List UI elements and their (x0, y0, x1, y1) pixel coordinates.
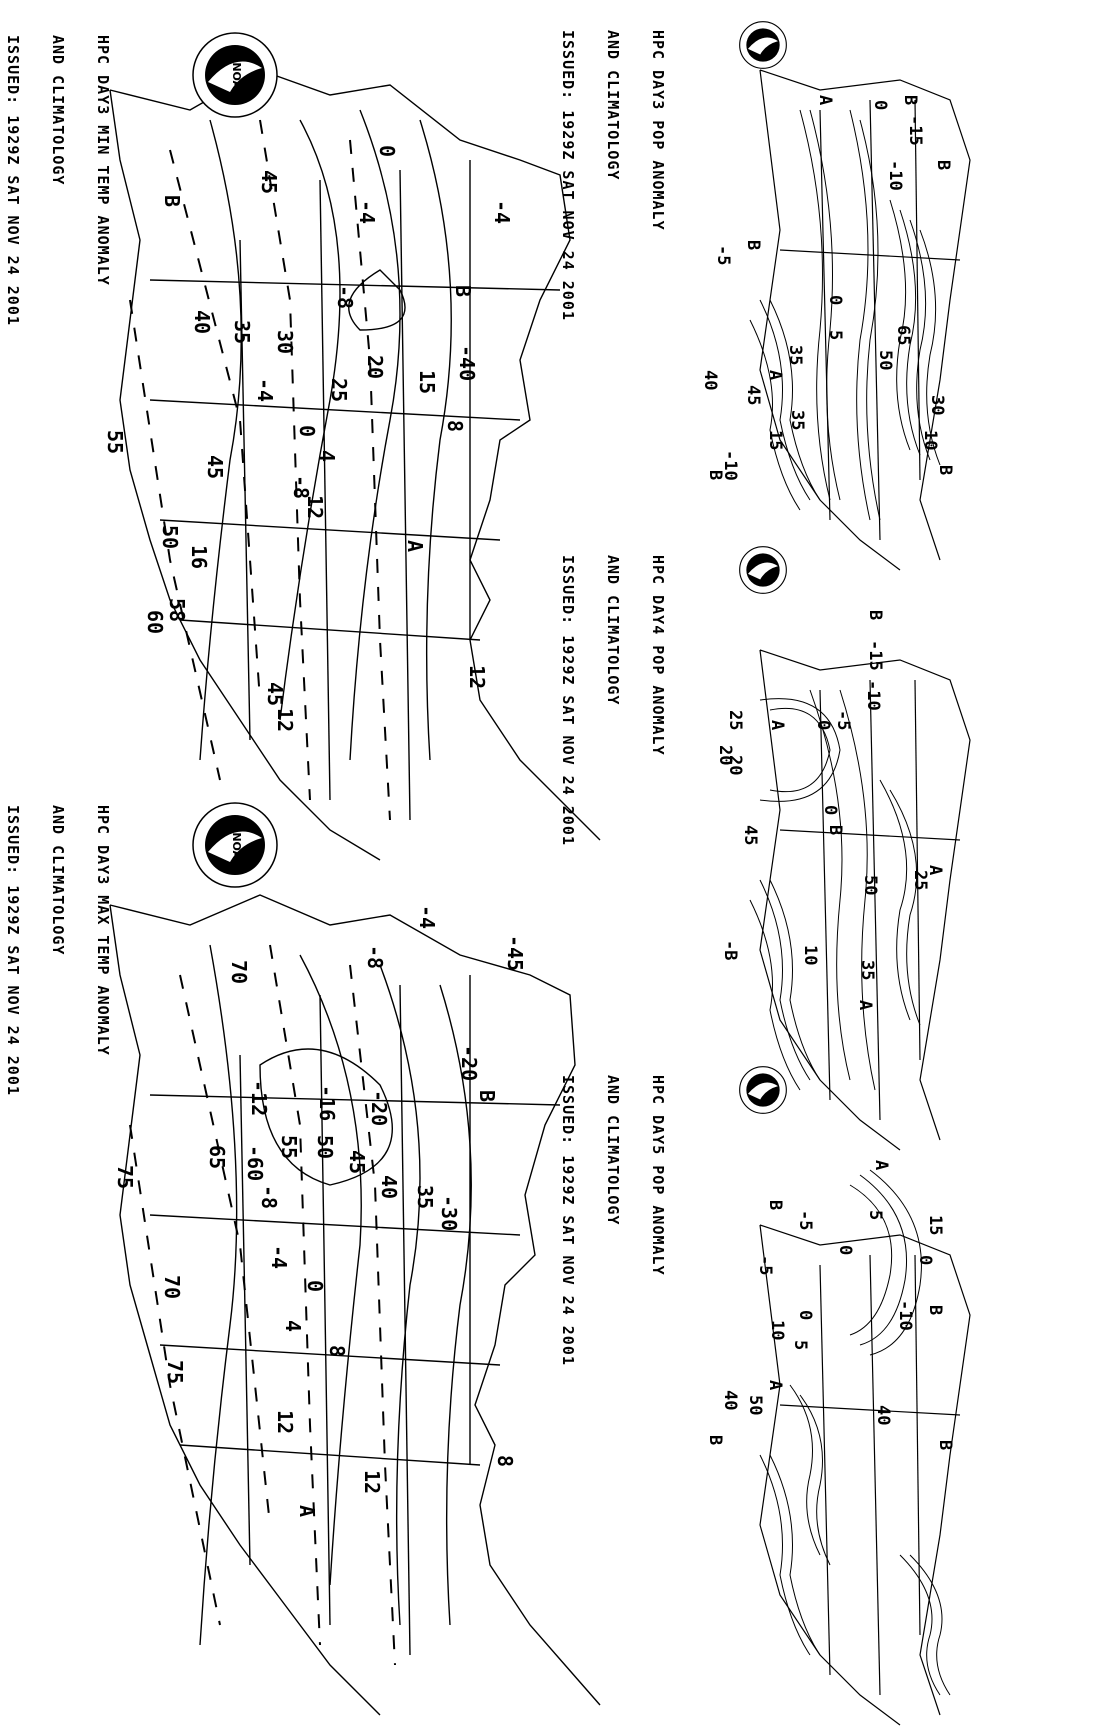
contour-label: 35 (230, 320, 254, 345)
contour-label: -4 (253, 378, 277, 403)
isotherm (200, 120, 241, 760)
contour-label: -8 (333, 285, 357, 310)
contour-label: 12 (360, 1470, 384, 1495)
contour-label: 70 (160, 1275, 184, 1300)
pressure-center-label: B (475, 1090, 499, 1103)
pressure-center-label: B (935, 1440, 955, 1451)
pressure-center-label: A (871, 1160, 891, 1171)
pop-contour (880, 780, 910, 1020)
border (820, 1265, 830, 1675)
contour-label: -5 (795, 1210, 815, 1231)
contour-label: -5 (833, 710, 853, 731)
contour-label: 35 (857, 960, 877, 981)
contour-label: 70 (227, 960, 251, 985)
panel-subtitle: AND CLIMATOLOGY (604, 30, 622, 181)
border (780, 250, 960, 260)
contour-label: 45 (743, 385, 763, 406)
contour-label: 40 (720, 1390, 740, 1411)
noaa-logo-icon (190, 800, 280, 890)
contour-label: -20 (457, 1045, 481, 1082)
contour-label: 0 (820, 805, 840, 816)
pressure-center-label: A (767, 720, 787, 731)
day4-pop-header (530, 555, 695, 846)
contour-label: 0 (303, 1280, 327, 1293)
pressure-center-label: B (743, 240, 763, 251)
contour-label: -5 (755, 1255, 775, 1276)
contour-label: 45 (257, 170, 281, 195)
day3-pop-map (700, 0, 1103, 580)
border (400, 985, 410, 1655)
contour-label: -8 (289, 475, 313, 500)
issued-time: ISSUED: 1929Z SAT NOV 24 2001 (559, 30, 577, 321)
contour-label: 65 (893, 325, 913, 346)
contour-label: -4 (490, 200, 514, 225)
day5-pop-map (700, 1155, 1103, 1728)
contour-label: -4 (267, 1245, 291, 1270)
contour-label: -10 (863, 680, 883, 711)
contour-label: -16 (315, 1085, 339, 1122)
border (870, 680, 880, 1120)
day3-min-header (0, 35, 140, 326)
border (240, 1055, 250, 1565)
contour-label: 20 (715, 745, 735, 766)
border (150, 400, 520, 420)
issued-time: ISSUED: 1929Z SAT NOV 24 2001 (559, 555, 577, 846)
panel-title: HPC DAY3 MIN TEMP ANOMALY (94, 35, 112, 286)
contour-label: 5 (790, 1340, 810, 1351)
noaa-logo-text: NOAA (230, 832, 243, 868)
contour-label: 40 (700, 370, 720, 391)
contour-label: 50 (313, 1135, 337, 1160)
coastline (110, 70, 600, 840)
pressure-center-label: A (765, 370, 785, 381)
pressure-center-label: A (765, 1380, 785, 1391)
contour-label: -10 (895, 1300, 915, 1331)
pop-contour (750, 900, 800, 1090)
issued-time: ISSUED: 1929Z SAT NOV 24 2001 (4, 805, 22, 1096)
contour-label: 0 (375, 145, 399, 158)
noaa-logo-icon (738, 1065, 788, 1115)
contour-label: 8 (493, 1455, 517, 1468)
panel-title: HPC DAY3 MAX TEMP ANOMALY (94, 805, 112, 1056)
contour-label: B (451, 285, 475, 298)
pop-contour (760, 1455, 810, 1655)
contour-label: 12 (273, 1410, 297, 1435)
contour-label: 45 (740, 825, 760, 846)
contour-label: -40 (455, 345, 479, 382)
contour-label: -60 (243, 1145, 267, 1182)
noaa-logo-icon (190, 30, 280, 120)
contour-label: 30 (273, 330, 297, 355)
pressure-center-label: B (705, 470, 725, 481)
contour-label: 0 (795, 1310, 815, 1321)
pop-contour (850, 110, 870, 520)
pop-contour (770, 880, 820, 1080)
pressure-center-label: B (865, 610, 885, 621)
contour-label: 25 (725, 710, 745, 731)
contour-label: 12 (465, 665, 489, 690)
contour-label: 12 (303, 495, 327, 520)
contour-label: 20 (725, 755, 745, 776)
pressure-center-label: B (935, 465, 955, 476)
noaa-logo-icon (738, 20, 788, 70)
contour-label: 50 (860, 875, 880, 896)
border (150, 1215, 520, 1235)
contour-label: 8 (443, 420, 467, 433)
border (160, 520, 500, 540)
contour-label: 40 (873, 1405, 893, 1426)
contour-label: 30 (927, 395, 947, 416)
contour-label: 35 (787, 410, 807, 431)
climo-contour (350, 965, 395, 1665)
border (180, 1445, 480, 1465)
issued-time: ISSUED: 1929Z SAT NOV 24 2001 (4, 35, 22, 326)
contour-label: -4 (415, 905, 439, 930)
contour-label: 45 (263, 682, 287, 707)
contour-label: 8 (325, 1345, 349, 1358)
contour-label: 45 (203, 455, 227, 480)
panel-title: HPC DAY3 POP ANOMALY (649, 30, 667, 231)
day3-pop-header (530, 30, 695, 321)
contour-label: 25 (910, 870, 930, 891)
day5-pop-header (530, 1075, 695, 1366)
pop-contour (890, 790, 920, 1025)
pop-contour (770, 300, 820, 500)
pressure-center-label: B (933, 160, 953, 171)
contour-label: 55 (103, 430, 127, 455)
contour-label: 40 (190, 310, 214, 335)
isotherm (200, 945, 237, 1645)
pressure-center-label: B (705, 1435, 725, 1446)
pop-contour (790, 1385, 820, 1555)
contour-label: 50 (745, 1395, 765, 1416)
noaa-logo-text: NOAA (230, 62, 243, 98)
pressure-center-label: B (925, 1305, 945, 1316)
pressure-center-label: B (765, 1200, 785, 1211)
panel-title: HPC DAY5 POP ANOMALY (649, 1075, 667, 1276)
contour-label: 15 (415, 370, 439, 395)
isotherm (380, 965, 420, 1625)
pressure-center-label: A (403, 540, 427, 553)
contour-label: -15 (905, 115, 925, 146)
border (400, 170, 410, 820)
contour-label: 25 (327, 378, 351, 403)
panel-subtitle: AND CLIMATOLOGY (604, 555, 622, 706)
contour-label: 15 (765, 430, 785, 451)
coastline (110, 895, 600, 1705)
contour-label: -10 (720, 450, 740, 481)
contour-label: 0 (825, 295, 845, 306)
contour-label: 50 (875, 350, 895, 371)
border (870, 1255, 880, 1695)
contour-label: 0 (835, 1245, 855, 1256)
panel-subtitle: AND CLIMATOLOGY (604, 1075, 622, 1226)
day5-pop-panel (559, 1075, 1103, 1728)
contour-label: -10 (885, 160, 905, 191)
contour-label: 10 (767, 1320, 787, 1341)
contour-label: 35 (413, 1185, 437, 1210)
contour-label: -20 (367, 1090, 391, 1127)
pop-contour (770, 1455, 820, 1655)
pressure-center-label: A (295, 1505, 319, 1518)
pop-contour (760, 300, 810, 500)
climo-contour (350, 140, 390, 820)
contour-label: 16 (187, 545, 211, 570)
contour-label: 75 (113, 1165, 137, 1190)
pressure-center-label: A (815, 95, 835, 106)
contour-label: 35 (785, 345, 805, 366)
day3-max-header (0, 805, 140, 1096)
contour-label: B (160, 195, 184, 208)
contour-label: -15 (865, 640, 885, 671)
panel-title: HPC DAY4 POP ANOMALY (649, 555, 667, 756)
contour-label: -8 (363, 945, 387, 970)
contour-label: -8 (257, 1185, 281, 1210)
border (780, 830, 960, 840)
contour-label: 65 (205, 1145, 229, 1170)
noaa-logo-icon (738, 545, 788, 595)
day3-pop-panel (559, 0, 1103, 580)
climo-contour (180, 975, 270, 1525)
contour-label: 5 (865, 1210, 885, 1221)
contour-label: -45 (503, 935, 527, 972)
issued-time: ISSUED: 1929Z SAT NOV 24 2001 (559, 1075, 577, 1366)
panel-subtitle: AND CLIMATOLOGY (49, 35, 67, 186)
contour-label: -5 (713, 245, 733, 266)
border (320, 180, 330, 800)
contour-label: 0 (915, 1255, 935, 1266)
pressure-center-label: B (900, 95, 920, 106)
contour-label: 50 (158, 525, 182, 550)
pop-contour (760, 880, 810, 1080)
border (180, 620, 480, 640)
contour-label: 10 (800, 945, 820, 966)
contour-label: 4 (281, 1320, 305, 1333)
panel-subtitle: AND CLIMATOLOGY (49, 805, 67, 956)
contour-label: 40 (377, 1175, 401, 1200)
contour-label: -4 (355, 200, 379, 225)
contour-label: 5 (825, 330, 845, 341)
contour-label: 58 (165, 598, 189, 623)
pressure-center-label: A (925, 865, 945, 876)
contour-label: 60 (143, 610, 167, 635)
contour-label: 55 (277, 1135, 301, 1160)
contour-label: -B (720, 940, 740, 961)
contour-label: 15 (925, 1215, 945, 1236)
contour-label: 4 (315, 450, 339, 463)
contour-label: -12 (247, 1080, 271, 1117)
contour-label: 10 (920, 430, 940, 451)
contour-label: 75 (163, 1360, 187, 1385)
contour-label: 0 (295, 425, 319, 438)
contour-label: 0 (870, 100, 890, 111)
contour-label: 20 (363, 355, 387, 380)
contour-label: 45 (345, 1150, 369, 1175)
border (780, 1405, 960, 1415)
contour-label: 0 (813, 720, 833, 731)
pressure-center-label: B (825, 825, 845, 836)
contour-label: -30 (437, 1195, 461, 1232)
pressure-center-label: A (855, 1000, 875, 1011)
coastline (760, 70, 970, 560)
contour-label: 12 (273, 708, 297, 733)
isotherm (420, 120, 451, 760)
